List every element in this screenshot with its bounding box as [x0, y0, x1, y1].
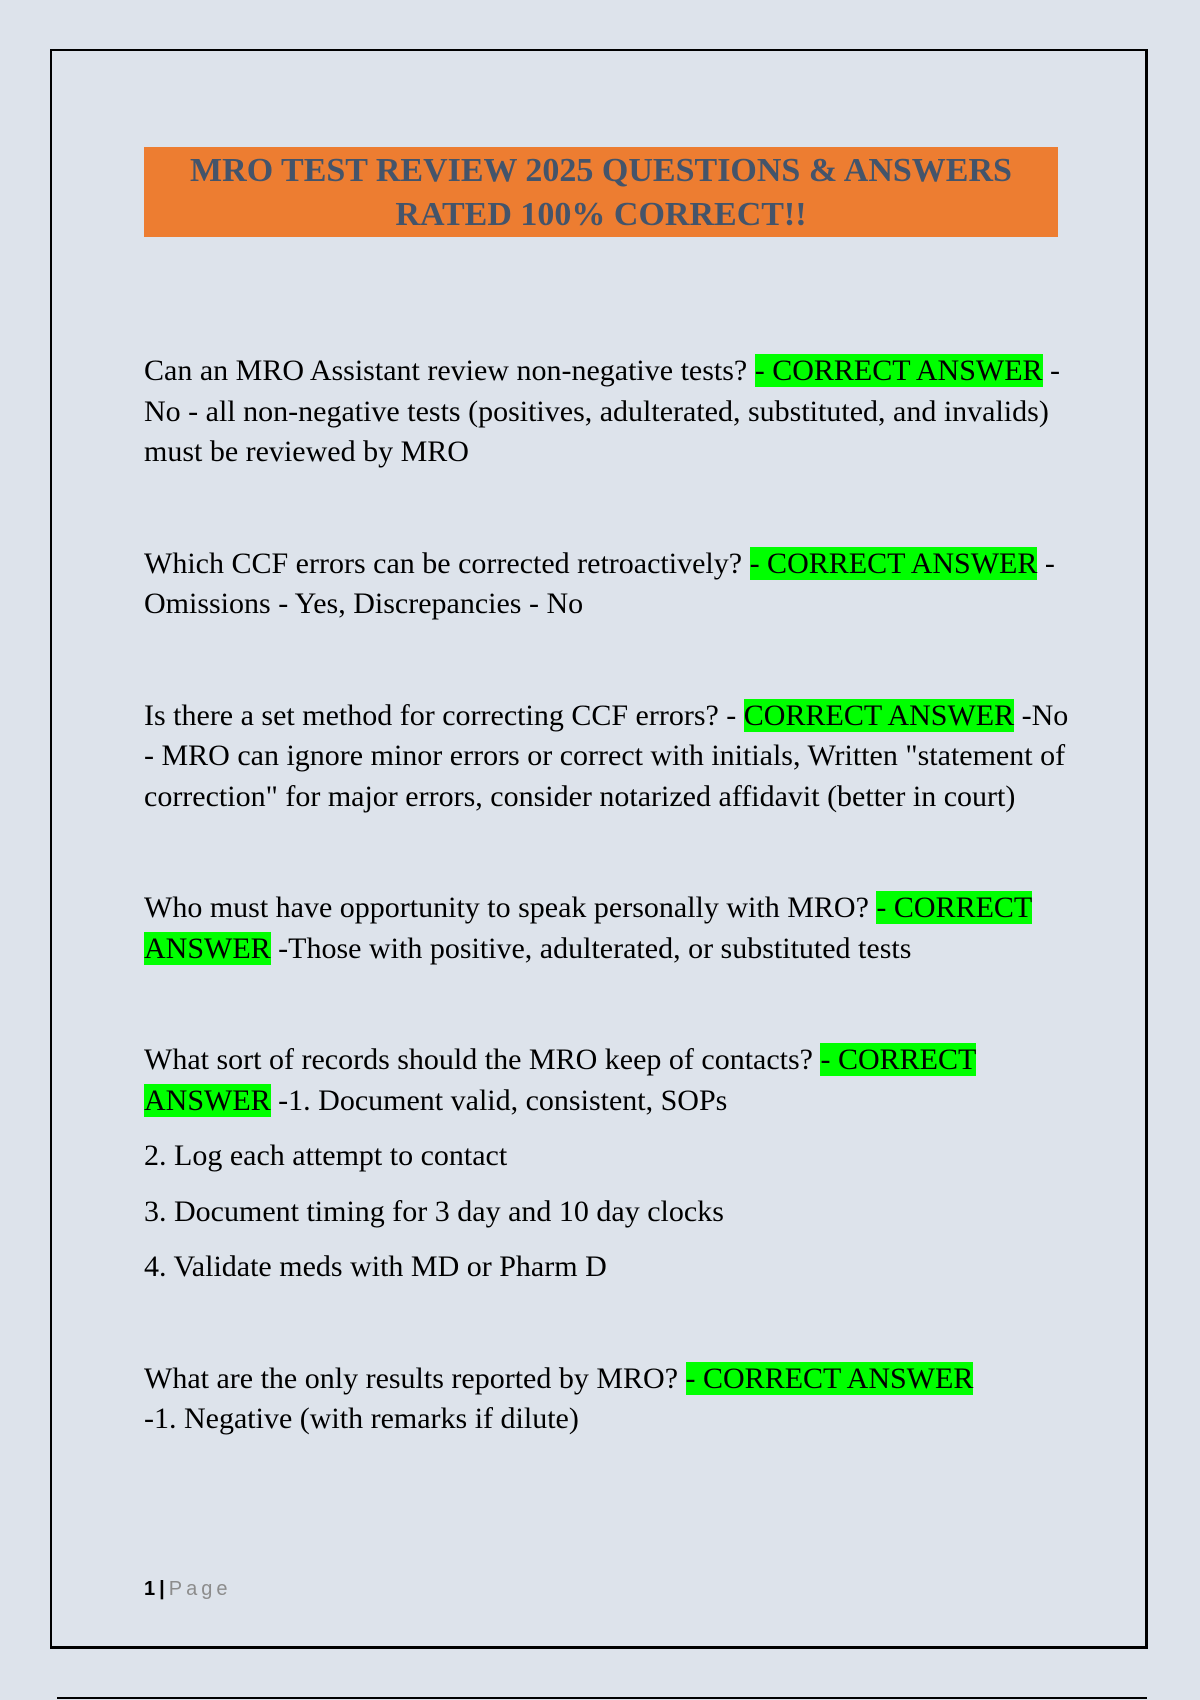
qa-paragraph	[144, 696, 1074, 818]
qa-item	[144, 351, 1074, 473]
qa-item	[144, 1040, 1074, 1288]
correct-answer-marker: - CORRECT ANSWER	[685, 1361, 974, 1395]
page-footer	[144, 1578, 231, 1601]
question-text: Who must have opportunity to speak personally with MRO?	[144, 891, 869, 924]
question-text: What sort of records should the MRO keep of contacts?	[144, 1043, 813, 1076]
question-text: What are the only results reported by MRO?	[144, 1361, 679, 1395]
answer-text: -No - MRO can ignore minor errors or correct with initials, Written "statement of correction" for major errors, consider notarized affidavit (better in court)	[144, 698, 1069, 813]
page-number: 1	[144, 1578, 156, 1600]
correct-answer-marker: - CORRECT ANSWER	[144, 1043, 977, 1117]
qa-item	[144, 544, 1074, 625]
qa-content	[144, 351, 1074, 1440]
title-line-1: MRO TEST REVIEW 2025 QUESTIONS & ANSWERS	[190, 152, 1012, 189]
answer-text: -1. Negative (with remarks if dilute)	[144, 1402, 579, 1435]
question-text: Is there a set method for correcting CCF errors? -	[144, 698, 737, 732]
list-item: 3. Document timing for 3 day and 10 day clocks	[144, 1194, 724, 1228]
qa-item	[144, 1359, 1074, 1440]
correct-answer-marker: - CORRECT ANSWER	[749, 546, 1038, 580]
correct-answer-marker: - CORRECT ANSWER	[144, 891, 1033, 965]
qa-item	[144, 696, 1074, 818]
answer-text: -Those with positive, adulterated, or substituted tests	[278, 931, 912, 965]
qa-item	[144, 888, 1074, 969]
qa-paragraph	[144, 888, 1074, 969]
list-item: 2. Log each attempt to contact	[144, 1139, 508, 1172]
answer-text: -1. Document valid, consistent, SOPs	[278, 1083, 728, 1117]
question-text: Which CCF errors can be corrected retroactively?	[144, 546, 743, 580]
title-line-2: RATED 100% CORRECT!!	[395, 196, 807, 233]
answer-text: -Omissions - Yes, Discrepancies - No	[144, 546, 1055, 620]
question-text: Can an MRO Assistant review non-negative tests?	[144, 354, 748, 387]
list-item: 4. Validate meds with MD or Pharm D	[144, 1250, 607, 1283]
title-banner	[144, 147, 1058, 237]
page-label: Page	[168, 1578, 232, 1600]
footer-separator: |	[159, 1578, 165, 1600]
correct-answer-marker: - CORRECT ANSWER	[754, 354, 1043, 387]
qa-paragraph	[144, 351, 1074, 473]
correct-answer-marker: CORRECT ANSWER	[743, 698, 1015, 732]
qa-paragraph	[144, 544, 1074, 625]
answer-text: -No - all non-negative tests (positives, adulterated, substituted, and invalids) must be reviewed by MRO	[144, 354, 1061, 468]
bottom-divider	[57, 1697, 1147, 1699]
document-page	[50, 49, 1148, 1649]
qa-paragraph	[144, 1359, 1074, 1440]
qa-paragraph	[144, 1040, 1074, 1121]
